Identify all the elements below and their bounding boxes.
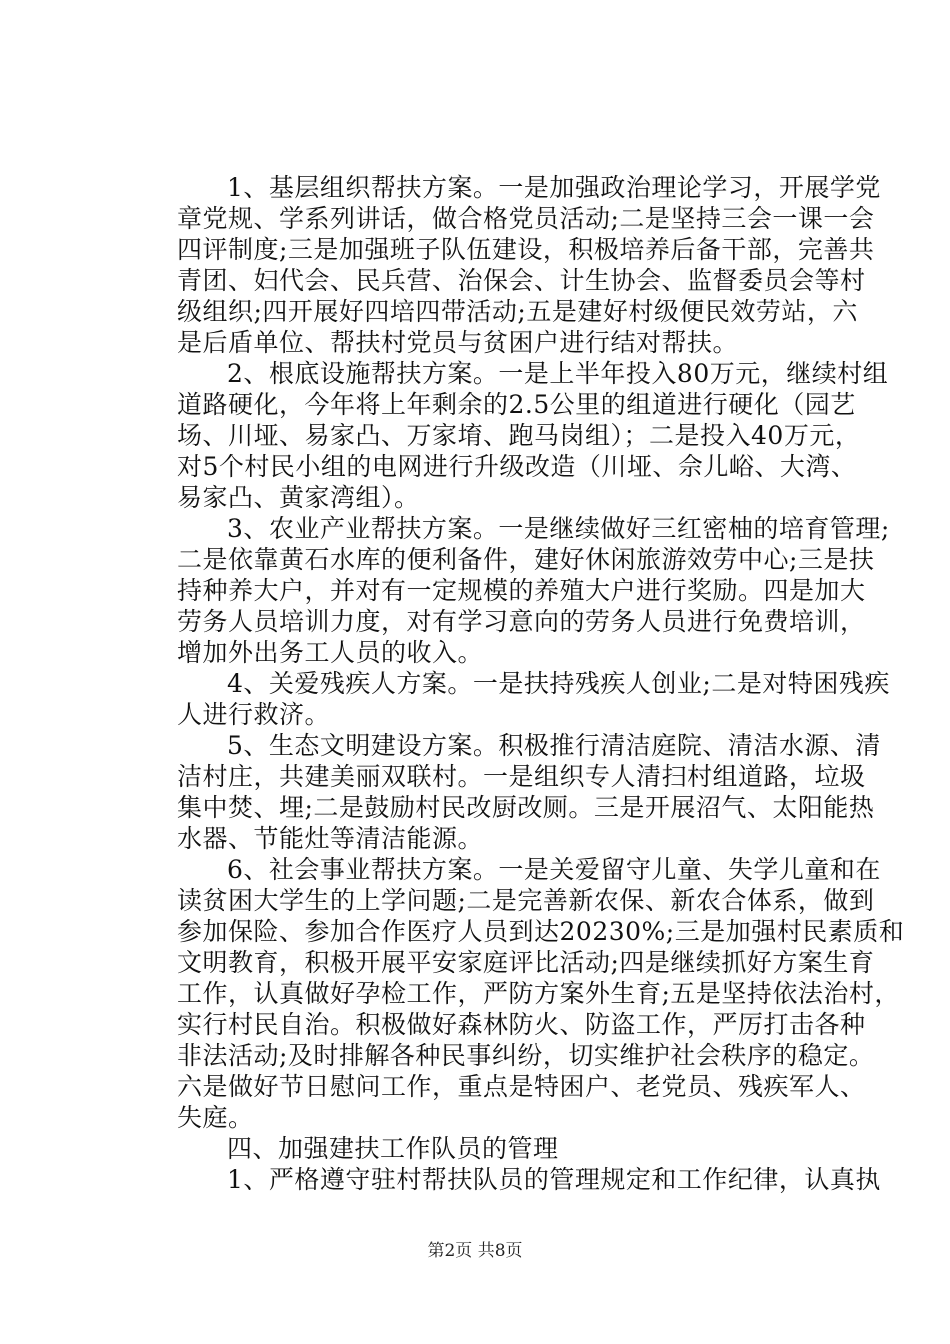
text-line: 章党规、学系列讲话，做合格党员活动;二是坚持三会一课一会 <box>177 204 875 233</box>
text-line: 失庭。 <box>177 1103 254 1132</box>
text-line: 四、加强建扶工作队员的管理 <box>227 1134 559 1163</box>
text-line: 持种养大户，并对有一定规模的养殖大户进行奖励。四是加大 <box>177 576 866 605</box>
text-line: 4、关爱残疾人方案。一是扶持残疾人创业;二是对特困残疾 <box>227 669 890 698</box>
text-line: 易家凸、黄家湾组）。 <box>177 483 420 512</box>
text-line: 二是依靠黄石水库的便利备件，建好休闲旅游效劳中心;三是扶 <box>177 545 875 574</box>
text-line: 是后盾单位、帮扶村党员与贫困户进行结对帮扶。 <box>177 328 739 357</box>
text-line: 文明教育，积极开展平安家庭评比活动;四是继续抓好方案生育 <box>177 948 875 977</box>
text-line: 读贫困大学生的上学问题;二是完善新农保、新农合体系，做到 <box>177 886 875 915</box>
text-line: 劳务人员培训力度，对有学习意向的劳务人员进行免费培训， <box>177 607 866 636</box>
text-line: 对5个村民小组的电网进行升级改造（川垭、佘儿峪、大湾、 <box>177 452 857 481</box>
text-line: 级组织;四开展好四培四带活动;五是建好村级便民效劳站，六 <box>177 297 858 326</box>
text-line: 人进行救济。 <box>177 700 331 729</box>
text-line: 集中焚、埋;二是鼓励村民改厨改厕。三是开展沼气、太阳能热 <box>177 793 875 822</box>
text-line: 非法活动;及时排解各种民事纠纷，切实维护社会秩序的稳定。 <box>177 1041 875 1070</box>
text-line: 6、社会事业帮扶方案。一是关爱留守儿童、失学儿童和在 <box>227 855 881 884</box>
text-line: 水器、节能灶等清洁能源。 <box>177 824 484 853</box>
text-line: 四评制度;三是加强班子队伍建设，积极培养后备干部，完善共 <box>177 235 875 264</box>
text-line: 1、基层组织帮扶方案。一是加强政治理论学习，开展学党 <box>227 173 881 202</box>
text-line: 参加保险、参加合作医疗人员到达20230%;三是加强村民素质和 <box>177 917 905 946</box>
document-body <box>177 172 905 1195</box>
text-line: 2、根底设施帮扶方案。一是上半年投入80万元，继续村组 <box>227 359 889 388</box>
text-line: 洁村庄，共建美丽双联村。一是组织专人清扫村组道路，垃圾 <box>177 762 866 791</box>
text-line: 道路硬化，今年将上年剩余的2.5公里的组道进行硬化（园艺 <box>177 390 856 419</box>
text-line: 实行村民自治。积极做好森林防火、防盗工作，严厉打击各种 <box>177 1010 866 1039</box>
text-line: 3、农业产业帮扶方案。一是继续做好三红密柚的培育管理; <box>227 514 890 543</box>
page-footer: 第2页 共8页 <box>427 1241 523 1261</box>
text-line: 六是做好节日慰问工作，重点是特困户、老党员、残疾军人、 <box>177 1072 866 1101</box>
text-line: 工作，认真做好孕检工作，严防方案外生育;五是坚持依法治村， <box>177 979 900 1008</box>
text-line: 场、川垭、易家凸、万家堉、跑马岗组）；二是投入40万元， <box>177 421 861 450</box>
text-line: 5、生态文明建设方案。积极推行清洁庭院、清洁水源、清 <box>227 731 881 760</box>
text-line: 增加外出务工人员的收入。 <box>177 638 484 667</box>
text-line: 1、严格遵守驻村帮扶队员的管理规定和工作纪律，认真执 <box>227 1165 881 1194</box>
text-line: 青团、妇代会、民兵营、治保会、计生协会、监督委员会等村 <box>177 266 866 295</box>
